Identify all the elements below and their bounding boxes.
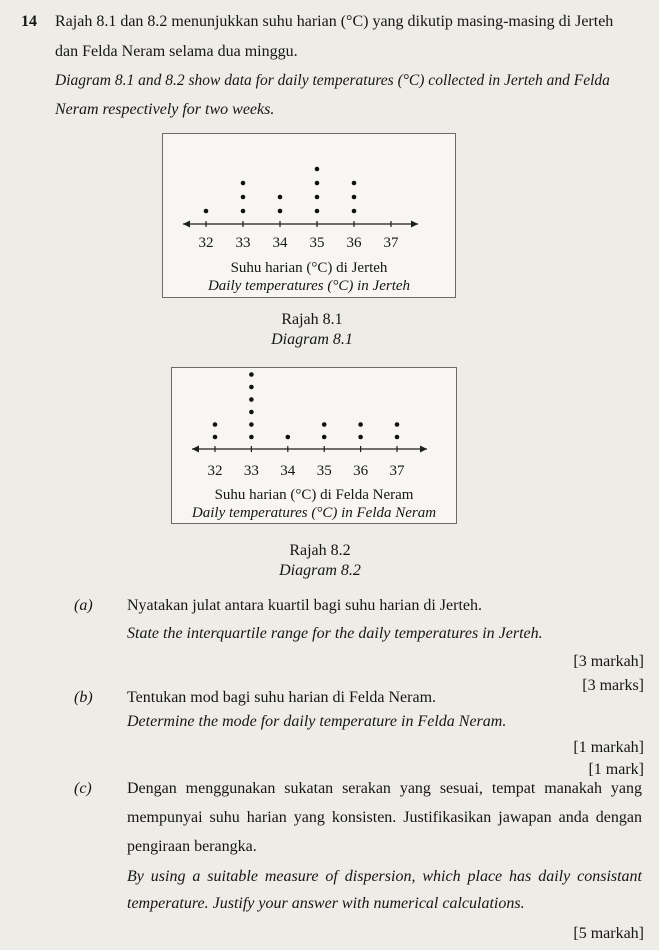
part-c-malay-line-3: pengiraan berangka. <box>127 838 257 855</box>
part-a-marks-english: [3 marks] <box>582 677 644 694</box>
part-c-malay-line-2: mempunyai suhu harian yang konsisten. Justifikasikan jawapan anda dengan <box>127 809 642 826</box>
part-c-english-line-2: temperature. Justify your answer with numerical calculations. <box>127 895 525 912</box>
axis-tick-label: 37 <box>389 463 405 479</box>
diagram-8-2-label-english: Diagram 8.2 <box>279 562 361 579</box>
number-line-right-arrow <box>411 221 418 228</box>
data-dot <box>322 422 327 427</box>
part-b-english: Determine the mode for daily temperature in Felda Neram. <box>127 713 507 730</box>
diagram-8-1-box <box>162 133 456 298</box>
axis-tick-label: 35 <box>309 235 325 251</box>
diagram-8-1-label-malay: Rajah 8.1 <box>281 311 343 328</box>
data-dot <box>204 209 209 214</box>
data-dot <box>213 422 218 427</box>
axis-tick-label: 35 <box>316 463 332 479</box>
data-dot <box>241 181 246 186</box>
part-a-malay: Nyatakan julat antara kuartil bagi suhu harian di Jerteh. <box>127 597 482 614</box>
data-dot <box>358 435 363 440</box>
number-line-right-arrow <box>420 446 427 453</box>
intro-english-line-2: Neram respectively for two weeks. <box>55 101 275 118</box>
data-dot <box>249 422 254 427</box>
data-dot <box>249 435 254 440</box>
axis-tick-label: 33 <box>235 235 251 251</box>
data-dot <box>249 372 254 377</box>
diagram-8-1-caption-malay: Suhu harian (°C) di Jerteh <box>230 260 388 276</box>
diagram-8-1-caption-english: Daily temperatures (°C) in Jerteh <box>207 278 411 294</box>
axis-tick-label: 32 <box>207 463 223 479</box>
data-dot <box>241 195 246 200</box>
axis-tick-label: 37 <box>383 235 399 251</box>
data-dot <box>358 422 363 427</box>
axis-tick-label: 36 <box>353 463 369 479</box>
data-dot <box>315 209 320 214</box>
data-dot <box>241 209 246 214</box>
diagram-8-1-label-english: Diagram 8.1 <box>271 331 353 348</box>
data-dot <box>249 385 254 390</box>
axis-tick-label: 34 <box>272 235 288 251</box>
part-c-label: (c) <box>74 780 92 797</box>
intro-malay-line-1: Rajah 8.1 dan 8.2 menunjukkan suhu harian (°C) yang dikutip masing-masing di Jerteh <box>55 13 614 30</box>
axis-tick-label: 32 <box>198 235 214 251</box>
data-dot <box>249 397 254 402</box>
part-b-label: (b) <box>74 689 93 706</box>
data-dot <box>322 435 327 440</box>
part-b-marks-malay: [1 markah] <box>573 739 644 756</box>
data-dot <box>286 435 291 440</box>
diagram-8-2-caption-english: Daily temperatures (°C) in Felda Neram <box>191 505 437 521</box>
part-a-label: (a) <box>74 597 93 614</box>
part-b-malay: Tentukan mod bagi suhu harian di Felda Neram. <box>127 689 437 706</box>
part-a-marks-malay: [3 markah] <box>573 653 644 670</box>
data-dot <box>278 209 283 214</box>
part-c-malay-line-1: Dengan menggunakan sukatan serakan yang sesuai, tempat manakah yang <box>127 780 642 797</box>
part-c-english-line-1: By using a suitable measure of dispersion, which place has daily consistant <box>127 868 642 885</box>
part-c-marks-malay: [5 markah] <box>573 925 644 942</box>
data-dot <box>395 435 400 440</box>
data-dot <box>352 209 357 214</box>
number-line-left-arrow <box>183 221 190 228</box>
data-dot <box>315 195 320 200</box>
data-dot <box>213 435 218 440</box>
intro-malay-line-2: dan Felda Neram selama dua minggu. <box>55 43 298 60</box>
data-dot <box>352 181 357 186</box>
diagram-8-2-caption-malay: Suhu harian (°C) di Felda Neram <box>214 487 414 503</box>
intro-english-line-1: Diagram 8.1 and 8.2 show data for daily temperatures (°C) collected in Jerteh and Felda <box>55 72 610 89</box>
axis-tick-label: 36 <box>346 235 362 251</box>
data-dot <box>395 422 400 427</box>
data-dot <box>315 167 320 172</box>
number-line-left-arrow <box>192 446 199 453</box>
diagram-8-2-box <box>171 367 457 524</box>
diagram-8-2-label-malay: Rajah 8.2 <box>289 542 351 559</box>
axis-tick-label: 34 <box>280 463 296 479</box>
data-dot <box>315 181 320 186</box>
data-dot <box>352 195 357 200</box>
axis-tick-label: 33 <box>243 463 259 479</box>
data-dot <box>278 195 283 200</box>
data-dot <box>249 410 254 415</box>
question-number: 14 <box>21 13 37 30</box>
part-a-english: State the interquartile range for the daily temperatures in Jerteh. <box>127 625 543 642</box>
part-b-marks-english: [1 mark] <box>588 761 644 778</box>
